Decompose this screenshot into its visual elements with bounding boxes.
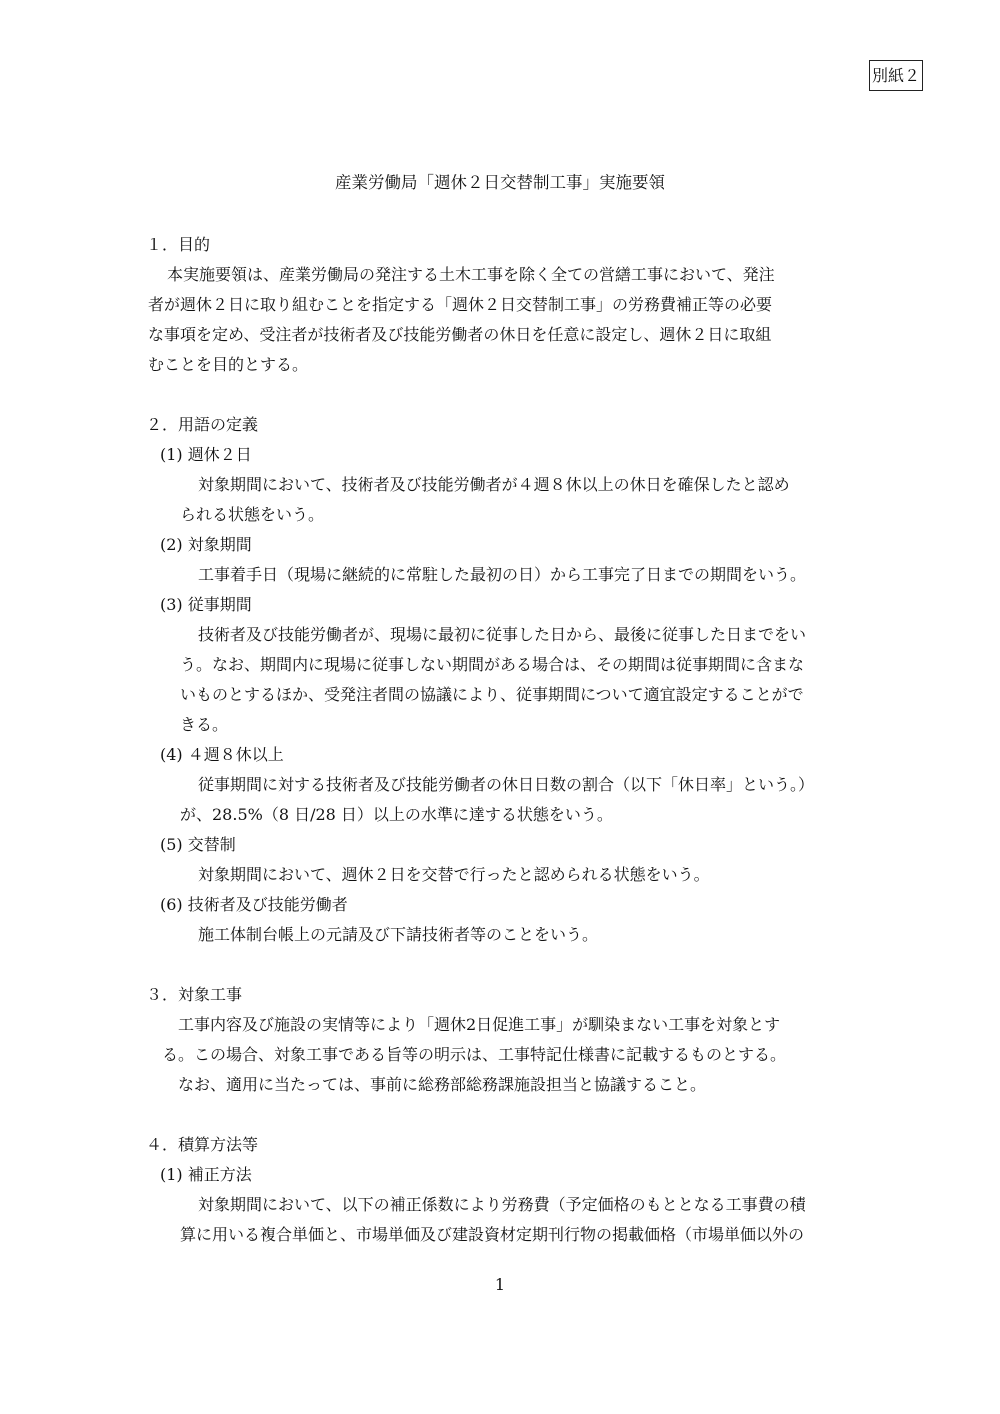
- section-1-line: な事項を定め、受注者が技術者及び技能労働者の休日を任意に設定し、週休２日に取組: [148, 325, 772, 344]
- section-3-line: る。この場合、対象工事である旨等の明示は、工事特記仕様書に記載するものとする。: [162, 1045, 787, 1064]
- definition-line: 算に用いる複合単価と、市場単価及び建設資材定期刊行物の掲載価格（市場単価以外の: [180, 1225, 805, 1244]
- definition-label: (4) ４週８休以上: [160, 745, 284, 764]
- page-number: 1: [494, 1275, 506, 1294]
- definition-line: う。なお、期間内に現場に従事しない期間がある場合は、その期間は従事期間に含まな: [180, 655, 805, 674]
- section-1-line: 者が週休２日に取り組むことを指定する「週休２日交替制工事」の労務費補正等の必要: [148, 295, 773, 314]
- definition-line: 従事期間に対する技術者及び技能労働者の休日日数の割合（以下「休日率」という。）: [198, 775, 815, 794]
- definition-line: 対象期間において、週休２日を交替で行ったと認められる状態をいう。: [198, 865, 710, 884]
- section-3-line: なお、適用に当たっては、事前に総務部総務課施設担当と協議すること。: [178, 1075, 707, 1094]
- definition-line: られる状態をいう。: [180, 505, 325, 524]
- document-title: 産業労働局「週休２日交替制工事」実施要領: [335, 173, 665, 192]
- section-3-line: 工事内容及び施設の実情等により「週休2日促進工事」が馴染まない工事を対象とす: [178, 1015, 781, 1034]
- section-1-line: 本実施要領は、産業労働局の発注する土木工事を除く全ての営繕工事において、発注: [167, 265, 775, 284]
- attachment-label: 別紙２: [869, 60, 923, 91]
- definition-label: (1) 補正方法: [160, 1165, 252, 1184]
- section-3-heading: ３．対象工事: [146, 985, 243, 1004]
- section-4-heading: ４．積算方法等: [146, 1135, 259, 1154]
- section-2-heading: ２．用語の定義: [146, 415, 259, 434]
- definition-line: が、28.5%（8 日/28 日）以上の水準に達する状態をいう。: [180, 805, 613, 824]
- definition-label: (5) 交替制: [160, 835, 236, 854]
- section-1-heading: １．目的: [146, 235, 211, 254]
- section-1-line: むことを目的とする。: [148, 355, 309, 374]
- definition-line: 工事着手日（現場に継続的に常駐した最初の日）から工事完了日までの期間をいう。: [198, 565, 807, 584]
- definition-label: (3) 従事期間: [160, 595, 252, 614]
- definition-label: (1) 週休２日: [160, 445, 252, 464]
- definition-line: 技術者及び技能労働者が、現場に最初に従事した日から、最後に従事した日までをい: [198, 625, 807, 644]
- definition-line: 対象期間において、以下の補正係数により労務費（予定価格のもととなる工事費の積: [198, 1195, 806, 1214]
- definition-label: (6) 技術者及び技能労働者: [160, 895, 348, 914]
- definition-line: きる。: [180, 715, 229, 734]
- definition-line: 施工体制台帳上の元請及び下請技術者等のことをいう。: [198, 925, 599, 944]
- definition-line: いものとするほか、受発注者間の協議により、従事期間について適宜設定することがで: [180, 685, 804, 704]
- definition-label: (2) 対象期間: [160, 535, 252, 554]
- definition-line: 対象期間において、技術者及び技能労働者が４週８休以上の休日を確保したと認め: [198, 475, 790, 494]
